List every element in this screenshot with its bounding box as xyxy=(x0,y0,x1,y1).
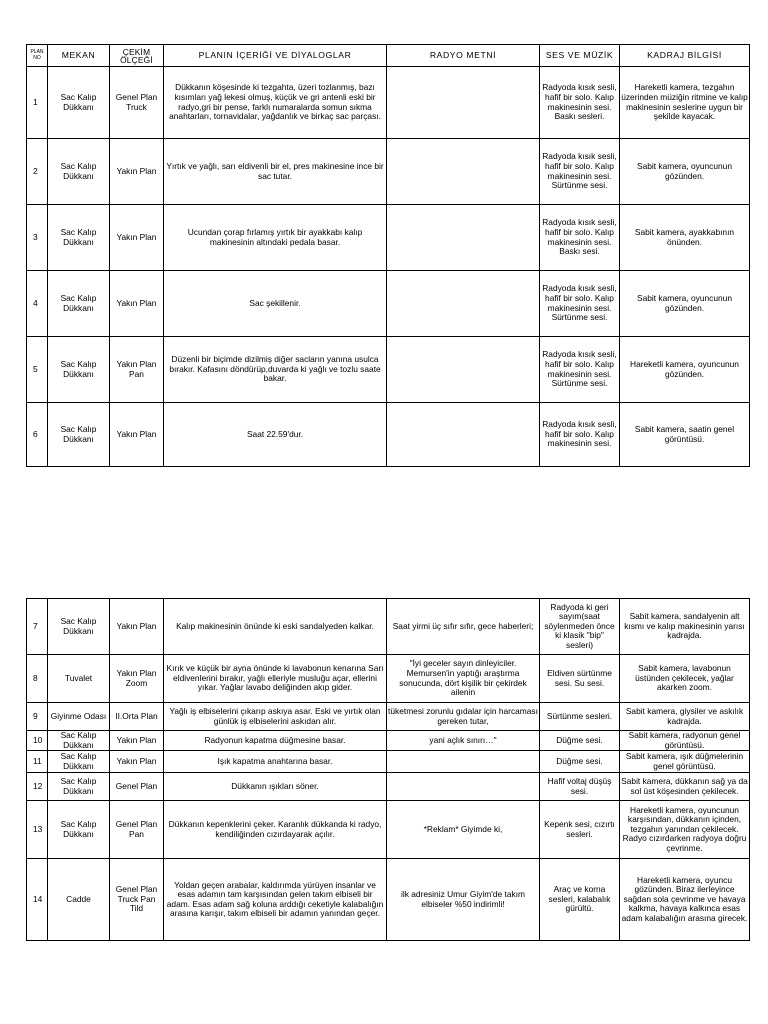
cell-kadraj: Sabit kamera, sandalyenin alt kısmı ve kalıp makinesinin yarısı kadrajda. xyxy=(620,599,750,655)
cell-mekan: Sac Kalıp Dükkanı xyxy=(48,403,110,467)
cell-ses: Hafif voltaj düşüş sesi. xyxy=(540,773,620,801)
cell-kadraj: Sabit kamera, giysiler ve askılık kadrajda. xyxy=(620,703,750,731)
cell-cekim: Genel Plan xyxy=(110,773,164,801)
header-mekan: MEKAN xyxy=(48,45,110,67)
cell-mekan: Sac Kalıp Dükkanı xyxy=(48,337,110,403)
cell-cekim: Yakın Plan Pan xyxy=(110,337,164,403)
cell-cekim: Genel Plan Truck Pan Tild xyxy=(110,859,164,941)
cell-no: 13 xyxy=(27,801,48,859)
table-row xyxy=(27,859,750,941)
cell-icerik: Yoldan geçen arabalar, kaldırımda yürüyen insanlar ve esas adamın tam karşısından gelen takım elbiseli bir adam. Esas adam sağ koluna arddığı ceketiyle kalabalığın arasına karışır, takım elbiseli bir adamın yanından geçer. xyxy=(164,859,387,941)
cell-kadraj: Sabit kamera, dükkanın sağ ya da sol üst köşesinden çekilecek. xyxy=(620,773,750,801)
cell-icerik: Yırtık ve yağlı, sarı eldivenli bir el, pres makinesine ince bir sac tutar. xyxy=(164,139,387,205)
cell-ses: Radyoda kısık sesli, hafif bir solo. Kalıp makinesinin sesi. Sürtünme sesi. xyxy=(540,337,620,403)
cell-radyo xyxy=(387,205,540,271)
table-row xyxy=(27,731,750,751)
header-radyo: RADYO METNİ xyxy=(387,45,540,67)
cell-mekan: Sac Kalıp Dükkanı xyxy=(48,773,110,801)
cell-icerik: Ucundan çorap fırlamış yırtık bir ayakkabı kalıp makinesinin altındaki pedala basar. xyxy=(164,205,387,271)
cell-no: 8 xyxy=(27,655,48,703)
cell-kadraj: Sabit kamera, radyonun genel görüntüsü. xyxy=(620,731,750,751)
cell-radyo: *Reklam* Giyimde ki, xyxy=(387,801,540,859)
cell-ses: Düğme sesi. xyxy=(540,731,620,751)
table-row xyxy=(27,773,750,801)
cell-radyo: Saat yirmi üç sıfır sıfır, gece haberleri; xyxy=(387,599,540,655)
cell-cekim: Yakın Plan Zoom xyxy=(110,655,164,703)
cell-cekim: Yakın Plan xyxy=(110,271,164,337)
cell-kadraj: Sabit kamera, oyuncunun gözünden. xyxy=(620,271,750,337)
table-row xyxy=(27,599,750,655)
header-cekim: ÇEKİM ÖLÇEĞİ xyxy=(110,45,164,67)
cell-no: 9 xyxy=(27,703,48,731)
cell-kadraj: Hareketli kamera, oyuncunun karşısından, dükkanın içinden, tezgahın yanından çekilecek. Radyo cızırdarken radyoya doğru çevrinme. xyxy=(620,801,750,859)
cell-ses: Radyoda ki geri sayım(saat söylenmeden önce ki klasik "bip" sesleri) xyxy=(540,599,620,655)
table-row xyxy=(27,655,750,703)
header-ses: SES VE MÜZİK xyxy=(540,45,620,67)
cell-no: 7 xyxy=(27,599,48,655)
table-row xyxy=(27,205,750,271)
cell-icerik: Sac şekillenir. xyxy=(164,271,387,337)
cell-no: 10 xyxy=(27,731,48,751)
cell-radyo: "İyi geceler sayın dinleyiciler. Memursen'in yaptığı araştırma sonucunda, dört kişilik bir çekirdek ailenin xyxy=(387,655,540,703)
cell-cekim: Yakın Plan xyxy=(110,731,164,751)
shot-list-table-2 xyxy=(26,598,750,941)
cell-kadraj: Sabit kamera, oyuncunun gözünden. xyxy=(620,139,750,205)
cell-radyo: yani açlık sınırı…" xyxy=(387,731,540,751)
cell-mekan: Sac Kalıp Dükkanı xyxy=(48,271,110,337)
table-row xyxy=(27,67,750,139)
cell-icerik: Dükkanın köşesinde ki tezgahta, üzeri tozlanmış, bazı kısımları yağ lekesi olmuş, küçük ve gri antenli eski bir radyo,gri bir pense, farklı numaralarda somun sıkma anahtarları, tornavidalar, yağdanlık ve birkaç sac parçası. xyxy=(164,67,387,139)
cell-ses: Radyoda kısık sesli, hafif bir solo. Kalıp makinesinin sesi. xyxy=(540,403,620,467)
cell-kadraj: Sabit kamera, lavabonun üstünden çekilecek, yağlar akarken zoom. xyxy=(620,655,750,703)
cell-cekim: Yakın Plan xyxy=(110,599,164,655)
cell-radyo xyxy=(387,403,540,467)
cell-icerik: Kalıp makinesinin önünde ki eski sandalyeden kalkar. xyxy=(164,599,387,655)
cell-cekim: Yakın Plan xyxy=(110,751,164,773)
cell-mekan: Sac Kalıp Dükkanı xyxy=(48,751,110,773)
shot-list-table-1 xyxy=(26,44,750,467)
cell-icerik: Işık kapatma anahtarına basar. xyxy=(164,751,387,773)
table-row xyxy=(27,337,750,403)
table-row xyxy=(27,271,750,337)
cell-ses: Eldiven sürtünme sesi. Su sesi. xyxy=(540,655,620,703)
header-row xyxy=(27,45,750,67)
table-row xyxy=(27,703,750,731)
cell-no: 11 xyxy=(27,751,48,773)
cell-no: 6 xyxy=(27,403,48,467)
cell-ses: Radyoda kısık sesli, hafif bir solo. Kalıp makinesinin sesi. Sürtünme sesi. xyxy=(540,139,620,205)
cell-kadraj: Sabit kamera, ışık düğmelerinin genel görüntüsü. xyxy=(620,751,750,773)
table-row xyxy=(27,801,750,859)
cell-icerik: Dükkanın ışıkları söner. xyxy=(164,773,387,801)
cell-radyo xyxy=(387,337,540,403)
cell-kadraj: Hareketli kamera, oyuncunun gözünden. xyxy=(620,337,750,403)
cell-no: 14 xyxy=(27,859,48,941)
cell-radyo xyxy=(387,139,540,205)
cell-no: 4 xyxy=(27,271,48,337)
cell-icerik: Radyonun kapatma düğmesine basar. xyxy=(164,731,387,751)
cell-no: 2 xyxy=(27,139,48,205)
header-plan-no: PLAN NO xyxy=(27,45,48,67)
cell-kadraj: Sabit kamera, ayakkabının önünden. xyxy=(620,205,750,271)
cell-icerik: Düzenli bir biçimde dizilmiş diğer sacların yanına usulca bırakır. Kafasını döndürüp,duvarda ki yağlı ve tozlu saate bakar. xyxy=(164,337,387,403)
header-icerik: PLANIN İÇERİĞİ VE DİYALOGLAR xyxy=(164,45,387,67)
cell-cekim: Genel Plan Truck xyxy=(110,67,164,139)
table-row xyxy=(27,403,750,467)
cell-mekan: Sac Kalıp Dükkanı xyxy=(48,139,110,205)
cell-no: 5 xyxy=(27,337,48,403)
cell-cekim: Genel Plan Pan xyxy=(110,801,164,859)
cell-cekim: Yakın Plan xyxy=(110,403,164,467)
cell-radyo xyxy=(387,67,540,139)
cell-ses: Araç ve korna sesleri, kalabalık gürültü. xyxy=(540,859,620,941)
cell-mekan: Sac Kalıp Dükkanı xyxy=(48,731,110,751)
cell-mekan: Sac Kalıp Dükkanı xyxy=(48,67,110,139)
cell-ses: Radyoda kısık sesli, hafif bir solo. Kalıp makinesinin sesi. Sürtünme sesi. xyxy=(540,271,620,337)
cell-icerik: Yağlı iş elbiselerini çıkarıp askıya asar. Eski ve yırtık olan günlük iş elbiselerini askıdan alır. xyxy=(164,703,387,731)
cell-mekan: Sac Kalıp Dükkanı xyxy=(48,599,110,655)
cell-no: 3 xyxy=(27,205,48,271)
cell-kadraj: Sabit kamera, saatin genel görüntüsü. xyxy=(620,403,750,467)
cell-kadraj: Hareketli kamera, oyuncu gözünden. Biraz ilerleyince sağdan sola çevrinme ve havaya kalkma, havaya kalkınca esas adam kalabalığın arasına girecek. xyxy=(620,859,750,941)
cell-mekan: Sac Kalıp Dükkanı xyxy=(48,801,110,859)
cell-icerik: Saat 22.59'dur. xyxy=(164,403,387,467)
cell-radyo: tüketmesi zorunlu gıdalar için harcaması gereken tutar, xyxy=(387,703,540,731)
cell-cekim: Yakın Plan xyxy=(110,139,164,205)
cell-no: 12 xyxy=(27,773,48,801)
cell-radyo xyxy=(387,271,540,337)
cell-ses: Radyoda kısık sesli, hafif bir solo. Kalıp makinesinin sesi. Baskı sesi. xyxy=(540,205,620,271)
cell-icerik: Dükkanın kepenklerini çeker. Karanlık dükkanda ki radyo, kendiliğinden cızırdayarak açılır. xyxy=(164,801,387,859)
cell-radyo: ilk adresiniz Umur Giyim'de takım elbiseler %50 indirimli! xyxy=(387,859,540,941)
header-kadraj: KADRAJ BİLGİSİ xyxy=(620,45,750,67)
table-row xyxy=(27,139,750,205)
cell-kadraj: Hareketli kamera, tezgahın üzerinden müziğin ritmine ve kalıp makinesinin seslerine uygun bir şekilde kayacak. xyxy=(620,67,750,139)
cell-ses: Radyoda kısık sesli, hafif bir solo. Kalıp makinesinin sesi. Baskı sesleri. xyxy=(540,67,620,139)
cell-mekan: Tuvalet xyxy=(48,655,110,703)
cell-ses: Düğme sesi. xyxy=(540,751,620,773)
cell-ses: Sürtünme sesleri. xyxy=(540,703,620,731)
cell-radyo xyxy=(387,751,540,773)
cell-mekan: Sac Kalıp Dükkanı xyxy=(48,205,110,271)
cell-cekim: II.Orta Plan xyxy=(110,703,164,731)
cell-mekan: Giyinme Odası xyxy=(48,703,110,731)
cell-radyo xyxy=(387,773,540,801)
cell-no: 1 xyxy=(27,67,48,139)
cell-cekim: Yakın Plan xyxy=(110,205,164,271)
cell-mekan: Cadde xyxy=(48,859,110,941)
cell-ses: Kepenk sesi, cızırtı sesleri. xyxy=(540,801,620,859)
table-row xyxy=(27,751,750,773)
cell-icerik: Kırık ve küçük bir ayna önünde ki lavabonun kenarına Sarı eldivenlerini bırakır, yağlı elleriyle musluğu açar, ellerini yıkar. Yağlar lavabo deliğinden akıp gider. xyxy=(164,655,387,703)
